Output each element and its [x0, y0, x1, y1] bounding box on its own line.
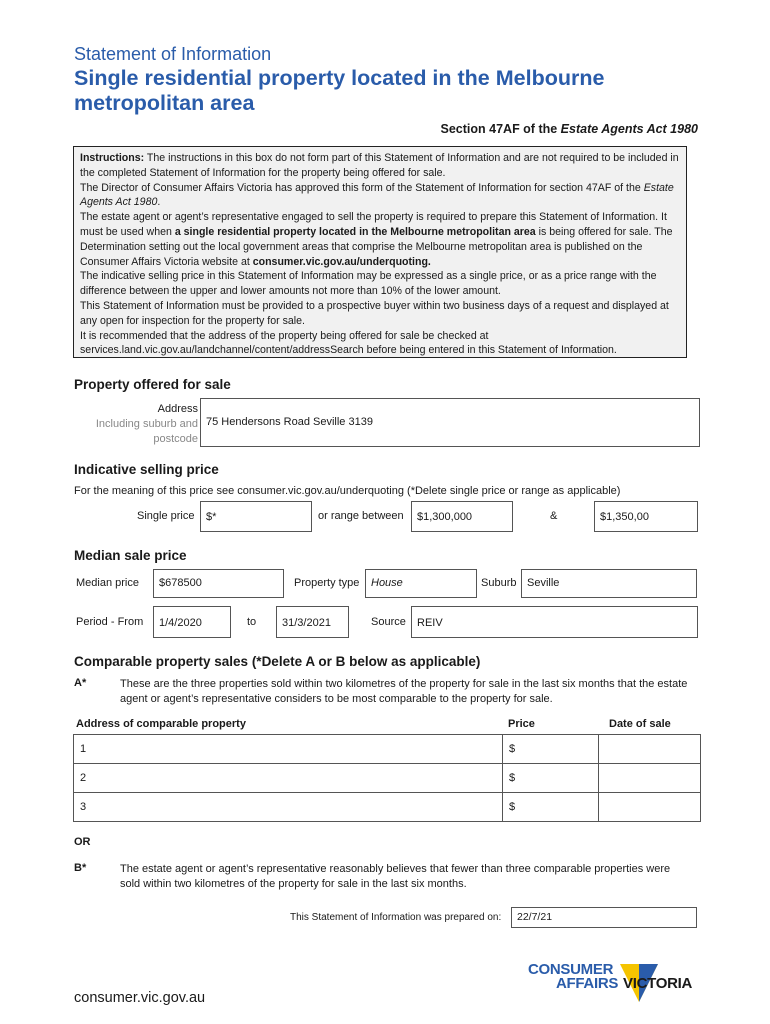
table-row: [74, 793, 701, 822]
property-heading: Property offered for sale: [74, 377, 231, 392]
instructions-p5: This Statement of Information must be provided to a prospective buyer within two business days of a request and displayed at any open for inspection for the property for sale.: [80, 299, 669, 327]
comparable-table: [73, 734, 701, 822]
section-reference: [441, 122, 698, 136]
source-field[interactable]: REIV: [411, 606, 698, 638]
instructions-p2-act: Estate Agents Act 1980: [80, 181, 674, 209]
range-label: or range between: [318, 510, 404, 522]
instructions-p2: [80, 181, 680, 211]
period-to-field[interactable]: 31/3/2021: [276, 606, 349, 638]
col-price-header: Price: [508, 718, 535, 730]
row-date-cell[interactable]: [599, 793, 701, 822]
document-title: Single residential property located in the Melbourne metropolitan area: [74, 66, 605, 115]
period-from-label: Period - From: [76, 616, 144, 628]
address-label-line3: postcode: [153, 433, 198, 445]
col-address-header: Address of comparable property: [76, 718, 246, 730]
address-field[interactable]: 75 Hendersons Road Seville 3139: [200, 398, 700, 447]
option-a-marker: A*: [74, 677, 87, 689]
logo-affairs-text: AFFAIRS: [556, 975, 619, 992]
suburb-field[interactable]: Seville: [521, 569, 697, 598]
instructions-p2-end: .: [157, 196, 161, 209]
section-prefix: Section 47AF of the: [440, 122, 561, 136]
property-type-label: Property type: [294, 577, 360, 589]
row-date-cell[interactable]: [599, 735, 701, 764]
instructions-p1-text: The instructions in this box do not form part of this Statement of Information and are not required to be included in the completed Statement of Information for the property being offered for sale.: [80, 152, 679, 179]
option-a-text: These are the three properties sold within two kilometres of the property for sale in the last six months that the estate agent or agent’s representative considers to be most comparable to the property for sale.: [120, 678, 688, 705]
instructions-p3-bold: a single residential property located in the Melbourne metropolitan area: [174, 225, 536, 238]
consumer-affairs-victoria-logo: [528, 958, 703, 1008]
or-label: OR: [74, 836, 91, 848]
single-price-label: Single price: [137, 510, 195, 522]
address-label-line2: Including suburb and: [95, 418, 198, 430]
suburb-label: Suburb: [481, 577, 517, 589]
logo-consumer-text: CONSUMER: [528, 961, 614, 978]
indicative-note: For the meaning of this price see consumer.vic.gov.au/underquoting (*Delete single price or range as applicable): [74, 485, 621, 497]
table-row: [74, 764, 701, 793]
address-label-line1: Address: [157, 403, 198, 415]
instructions-box: [73, 146, 687, 358]
range-high-field[interactable]: $1,350,00: [594, 501, 698, 532]
instructions-p1: [80, 151, 680, 181]
prepared-date-field[interactable]: 22/7/21: [511, 907, 697, 928]
row-price-cell[interactable]: $: [503, 735, 599, 764]
instructions-p3-text: The estate agent or agent’s representative engaged to sell the property is required to prepare this Statement of Information. It must be used when: [80, 211, 667, 238]
col-date-header: Date of sale: [609, 718, 671, 730]
period-from-field[interactable]: 1/4/2020: [153, 606, 231, 638]
range-ampersand: &: [550, 510, 558, 522]
instructions-p2-text: The Director of Consumer Affairs Victoria has approved this form of the Statement of Information for section 47AF of the: [80, 181, 644, 194]
footer-url[interactable]: consumer.vic.gov.au: [74, 990, 206, 1006]
range-low-field[interactable]: $1,300,000: [411, 501, 513, 532]
instructions-p6: It is recommended that the address of the property being offered for sale be checked at services.land.vic.gov.au/landchannel/content/addressSearch before being entered in this Statement of Information.: [80, 329, 617, 357]
option-b-marker: B*: [74, 862, 87, 874]
instructions-p3: [80, 210, 680, 269]
row-address-cell[interactable]: 1: [74, 735, 503, 764]
underquoting-link[interactable]: consumer.vic.gov.au/underquoting.: [252, 255, 431, 268]
table-row: [74, 735, 701, 764]
comparable-heading: Comparable property sales (*Delete A or B below as applicable): [74, 654, 481, 669]
period-to-label: to: [247, 616, 257, 628]
address-label: [96, 402, 198, 447]
row-price-cell[interactable]: $: [503, 793, 599, 822]
property-type-field[interactable]: House: [365, 569, 477, 598]
median-price-label: Median price: [76, 577, 139, 589]
row-price-cell[interactable]: $: [503, 764, 599, 793]
source-label: Source: [371, 616, 406, 628]
indicative-heading: Indicative selling price: [74, 462, 219, 477]
logo-victoria-text: VICTORIA: [623, 975, 692, 992]
prepared-label: This Statement of Information was prepared on:: [290, 912, 502, 923]
instructions-label: Instructions:: [80, 152, 145, 164]
row-address-cell[interactable]: 3: [74, 793, 503, 822]
median-price-field[interactable]: $678500: [153, 569, 284, 598]
document-kicker: Statement of Information: [74, 44, 272, 64]
option-b-text: The estate agent or agent’s representative reasonably believes that fewer than three comparable properties were sold within two kilometres of the property for sale in the last six months.: [120, 863, 671, 890]
instructions-p4: The indicative selling price in this Statement of Information may be expressed as a single price, or as a price range with the difference between the upper and lower amounts not more than 10% of the lower amount.: [80, 270, 657, 298]
row-date-cell[interactable]: [599, 764, 701, 793]
instructions-p3-text2: is being offered for sale. The Determination setting out the local government areas that comprise the Melbourne metropolitan area is published on the Consumer Affairs Victoria website at: [80, 225, 673, 268]
single-price-field[interactable]: $*: [200, 501, 312, 532]
row-address-cell[interactable]: 2: [74, 764, 503, 793]
section-act: Estate Agents Act 1980: [560, 122, 698, 136]
median-heading: Median sale price: [74, 548, 187, 563]
